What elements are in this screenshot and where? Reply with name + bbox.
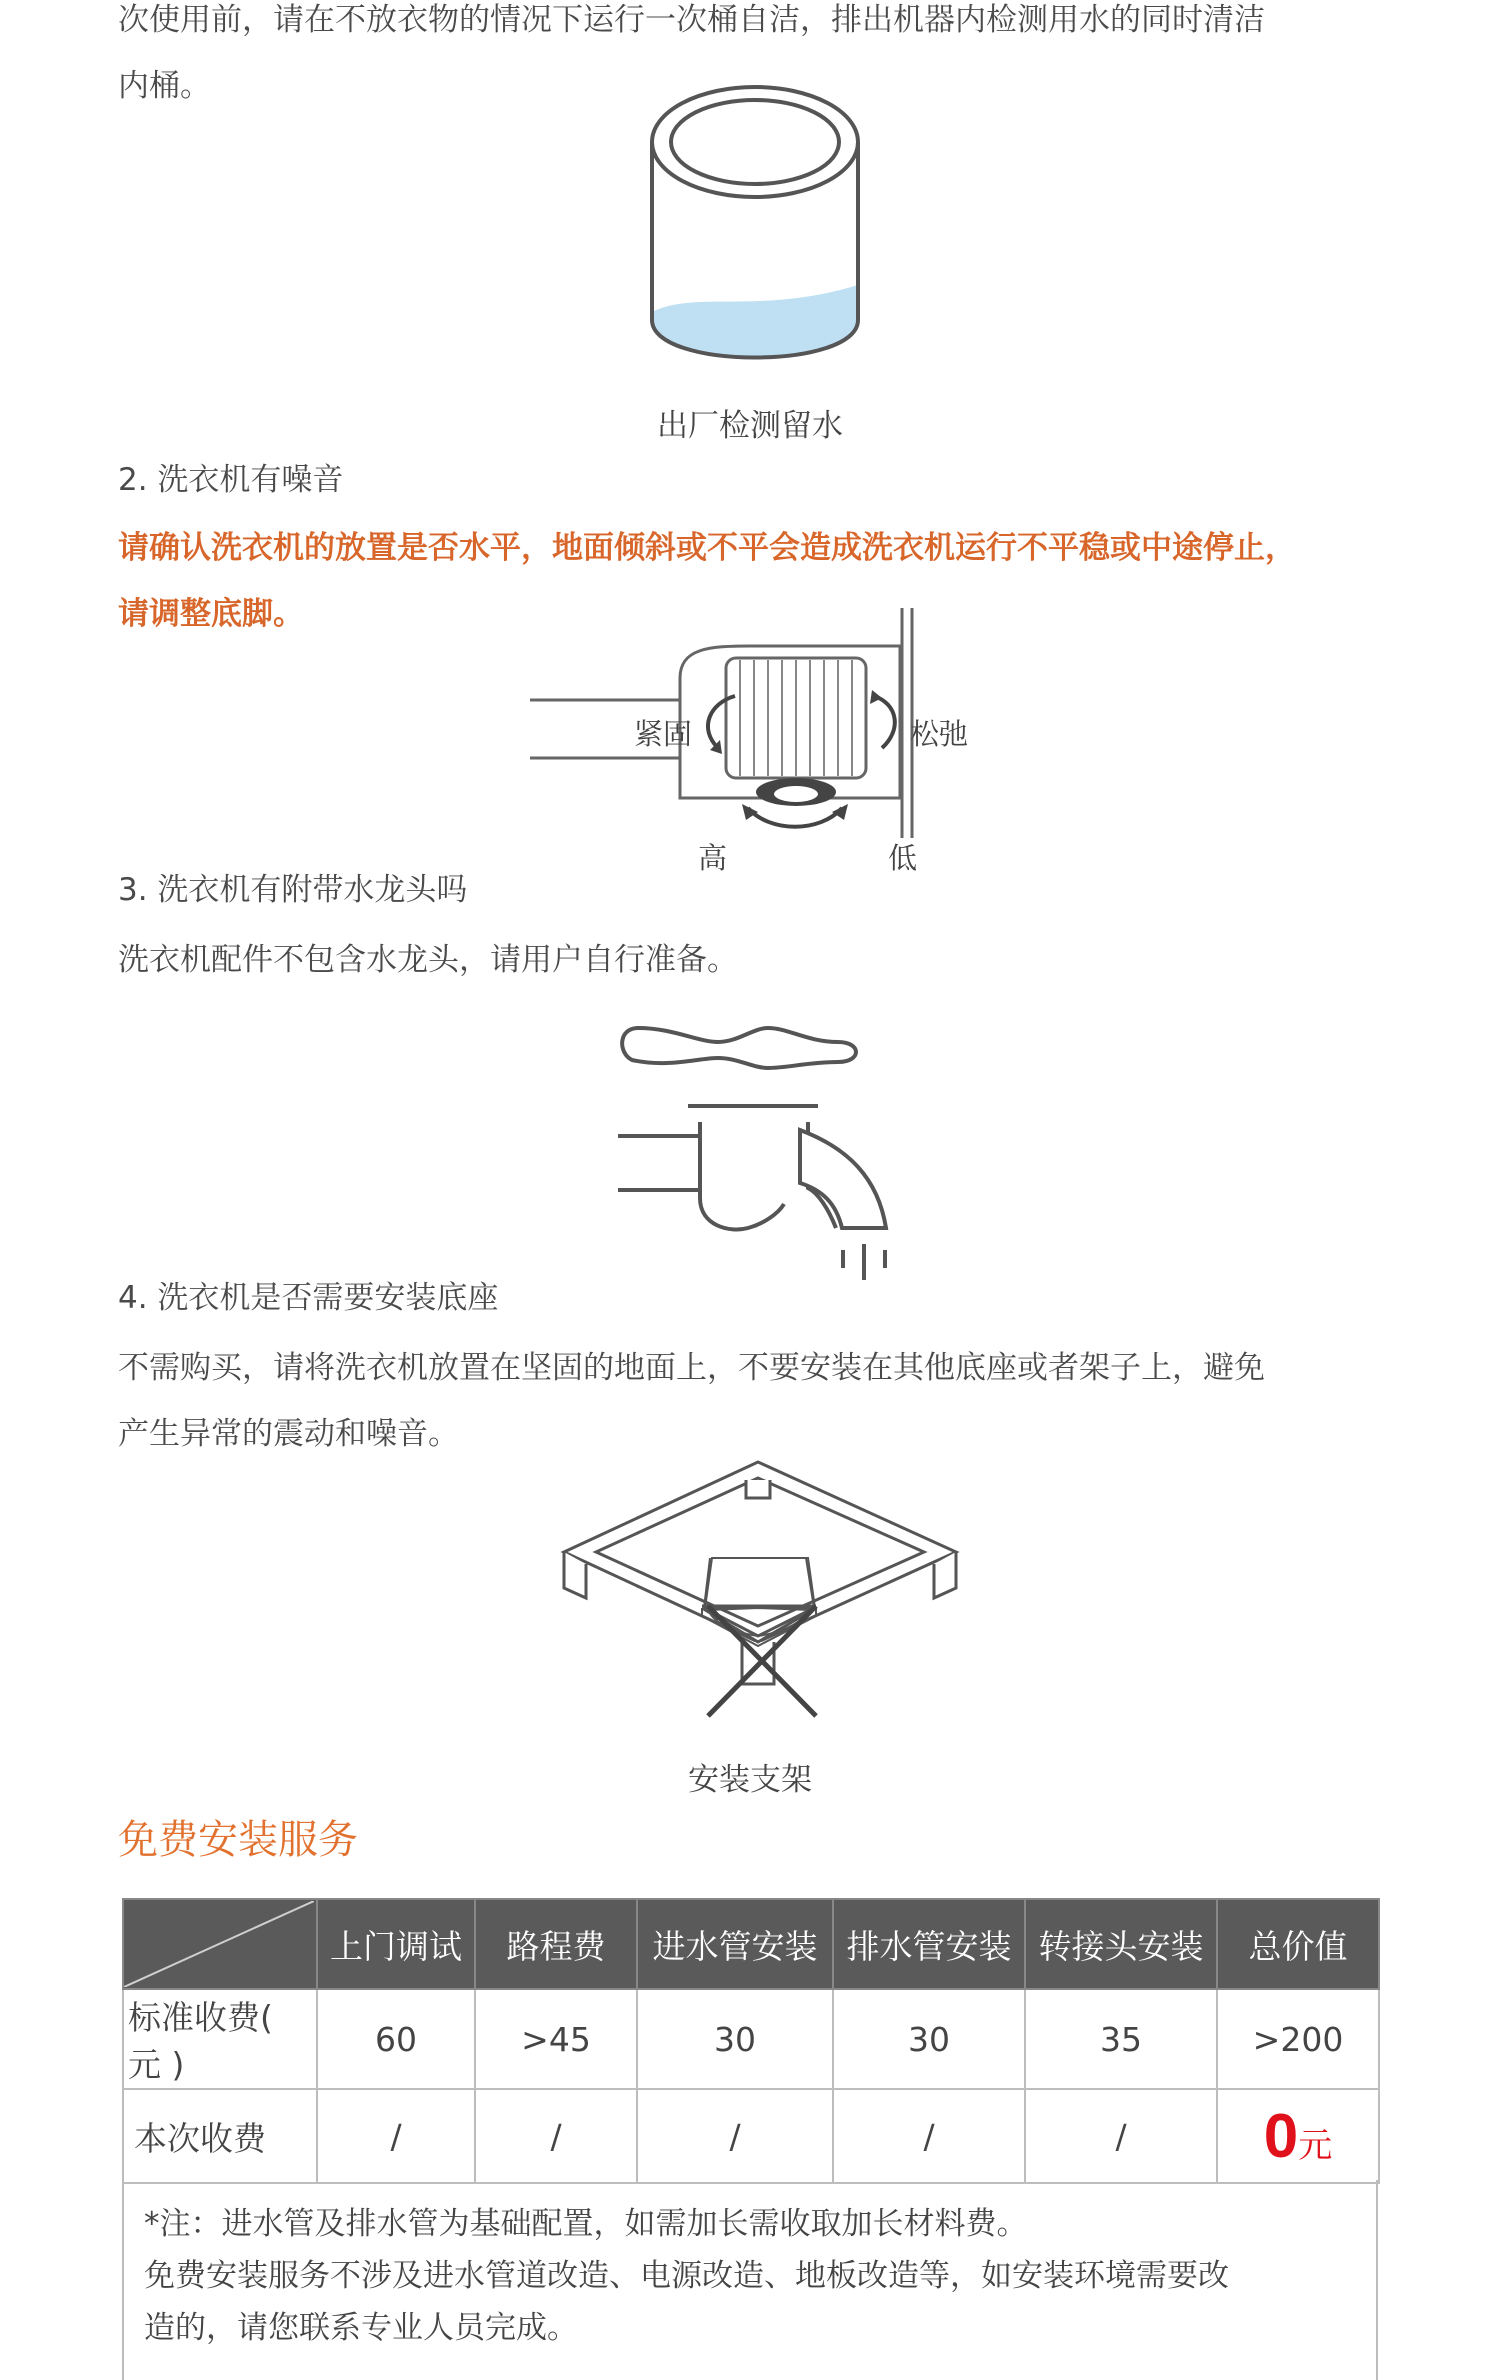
service-note [122,2180,1378,2380]
q2-title: 2. 洗衣机有噪音 [118,462,344,498]
service-title: 免费安装服务 [118,1817,358,1863]
total-price-cell [1217,2089,1379,2183]
table-cell: 60 [317,1989,475,2089]
tighten-label: 紧固 [634,717,693,751]
bucket-caption: 出厂检测留水 [657,408,843,444]
header-cell: 上门调试 [317,1899,475,1989]
stand-caption: 安装支架 [688,1762,812,1798]
q2-line-1: 请确认洗衣机的放置是否水平，地面倾斜或不平会造成洗衣机运行不平稳或中途停止， [118,530,1296,566]
header-cell: 总价值 [1217,1899,1379,1989]
high-label: 高 [698,841,728,875]
table-row [123,1989,1379,2089]
loosen-label: 松弛 [910,717,969,751]
header-cell: 排水管安装 [833,1899,1025,1989]
note-line-3: 造的，请您联系专业人员完成。 [144,2310,578,2346]
table-header-row [123,1899,1379,1989]
foot-figure [530,608,1000,878]
note-line-2: 免费安装服务不涉及进水管道改造、电源改造、地板改造等，如安装环境需要改 [144,2258,1229,2294]
table-cell: 30 [637,1989,833,2089]
q4-line-1: 不需购买，请将洗衣机放置在坚固的地面上，不要安装在其他底座或者架子上，避免 [118,1350,1265,1386]
table-cell: 30 [833,1989,1025,2089]
diagonal-line-icon [124,1901,314,1987]
table-cell: / [637,2089,833,2183]
q3-body: 洗衣机配件不包含水龙头，请用户自行准备。 [118,942,738,978]
row-label: 标准收费( 元 ) [123,1989,317,2089]
table-cell: >45 [475,1989,637,2089]
q4-line-2: 产生异常的震动和噪音。 [118,1416,459,1452]
total-price-unit: 元 [1298,2125,1333,2166]
faucet-icon [618,1018,898,1288]
table-cell: >200 [1217,1989,1379,2089]
low-label: 低 [888,841,918,875]
diagonal-header-cell [123,1899,317,1989]
table-cell: / [1025,2089,1217,2183]
table-row [123,2089,1379,2183]
note-line-1: *注：进水管及排水管为基础配置，如需加长需收取加长材料费。 [144,2206,1028,2242]
q4-title: 4. 洗衣机是否需要安装底座 [118,1280,499,1316]
q2-line-2: 请调整底脚。 [118,596,304,632]
header-cell: 进水管安装 [637,1899,833,1989]
intro-line-2: 内桶。 [118,68,211,104]
header-cell: 路程费 [475,1899,637,1989]
row-label: 本次收费 [123,2089,317,2183]
intro-line-1: 次使用前，请在不放衣物的情况下运行一次桶自洁，排出机器内检测用水的同时清洁 [118,2,1265,38]
table-cell: / [475,2089,637,2183]
header-cell: 转接头安装 [1025,1899,1217,1989]
table-cell: / [833,2089,1025,2183]
table-cell: / [317,2089,475,2183]
bucket-icon [640,80,870,380]
stand-crossed-icon [560,1460,960,1730]
q3-title: 3. 洗衣机有附带水龙头吗 [118,872,468,908]
service-table [122,1898,1380,2184]
table-cell: 35 [1025,1989,1217,2089]
total-price-number: 0 [1263,2101,1299,2171]
